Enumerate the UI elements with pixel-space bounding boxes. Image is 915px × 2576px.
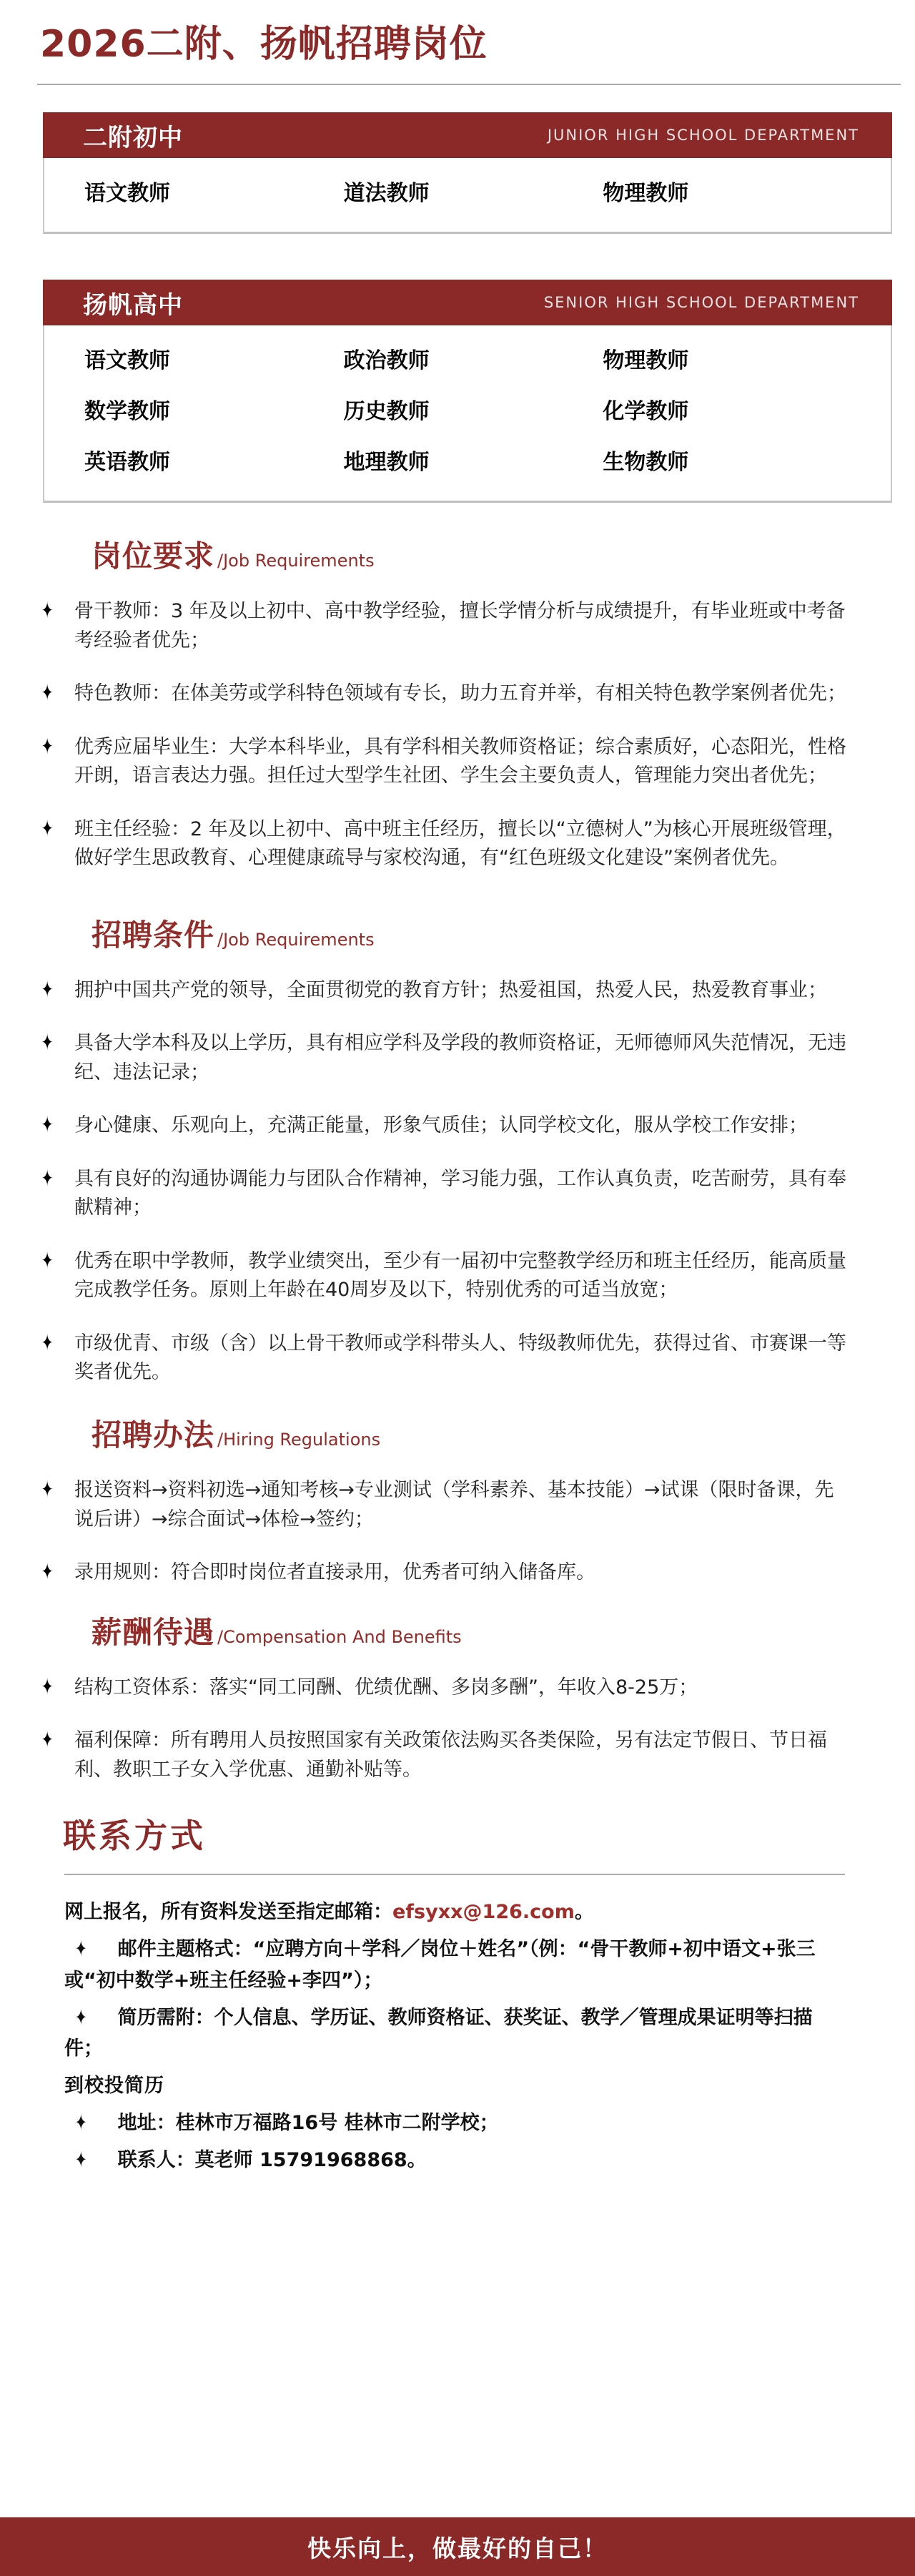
bullet-item [41,1029,849,1087]
dept-title-cn: 扬帆高中 [83,290,183,320]
bullet-text: 报送资料→资料初选→通知考核→专业测试（学科素养、基本技能）→试课（限时备课，先说后讲）→综合面试→体检→签约； [74,1479,834,1530]
dept-card-senior-body [43,325,892,503]
star-bullet-icon: ✦ [41,816,54,842]
contact-bullet [64,2002,847,2064]
section-heading-cn: 薪酬待遇 [92,1614,215,1650]
bullet-item [41,815,849,873]
section-heading-en: /Job Requirements [217,929,375,950]
bullet-list [41,597,849,873]
contact-bullet [64,2108,847,2138]
position-item: 化学教师 [603,399,689,424]
position-item: 历史教师 [343,399,430,424]
star-bullet-icon: ✦ [41,1248,54,1274]
bullet-item [41,1165,849,1223]
bullet-item [41,1329,849,1387]
star-bullet-icon: ✦ [41,1559,54,1586]
contact-bullet-text: 邮件主题格式：“应聘方向＋学科／岗位＋姓名”（例：“骨干教师+初中语文+张三或“初中数学+班主任经验+李四”）； [64,1938,816,1992]
star-bullet-icon: ✦ [41,1674,54,1700]
star-bullet-icon: ✦ [41,1166,54,1192]
position-item: 地理教师 [343,450,430,475]
bullet-item [41,1673,849,1703]
dept-title-cn: 二附初中 [83,123,183,152]
section-job-requirements [0,540,915,873]
bullet-text: 身心健康、乐观向上，充满正能量，形象气质佳；认同学校文化，服从学校工作安排； [74,1114,808,1137]
contact-bullet [64,2145,847,2176]
bullet-item [41,597,849,655]
position-item: 语文教师 [84,348,170,373]
section-hiring-conditions [0,919,915,1387]
dept-card-junior-header [43,112,892,158]
bullet-text: 骨干教师：3 年及以上初中、高中教学经验，擅长学情分析与成绩提升，有毕业班或中考备考经验者优先； [74,600,846,652]
section-heading [92,540,915,573]
dept-title-en: SENIOR HIGH SCHOOL DEPARTMENT [543,294,859,311]
star-bullet-icon: ✦ [41,1477,54,1503]
position-item: 英语教师 [84,450,170,475]
section-heading-cn: 岗位要求 [92,539,215,574]
star-bullet-icon: ✦ [41,977,54,1003]
footer-banner [0,2517,915,2576]
bullet-item [41,1726,849,1784]
bullet-text: 市级优青、市级（含）以上骨干教师或学科带头人、特级教师优先，获得过省、市赛课一等奖者优先。 [74,1332,846,1384]
star-bullet-icon: ✦ [41,734,54,759]
contact-address: 地址：桂林市万福路16号 桂林市二附学校； [117,2112,499,2135]
bullet-list [41,976,849,1387]
star-bullet-icon: ✦ [41,1330,54,1357]
star-bullet-icon: ✦ [75,2005,87,2031]
section-heading-cn: 招聘办法 [92,1417,215,1452]
star-bullet-icon: ✦ [75,1936,87,1962]
star-bullet-icon: ✦ [75,2148,87,2173]
bullet-list [41,1673,849,1785]
dept-card-senior [43,280,892,503]
bullet-text: 录用规则：符合即时岗位者直接录用，优秀者可纳入储备库。 [74,1561,595,1584]
dept-card-senior-header [43,280,892,325]
contact-divider [64,1874,845,1875]
bullet-text: 具备大学本科及以上学历，具有相应学科及学段的教师资格证，无师德师风失范情况，无违纪、违法记录； [74,1032,846,1083]
contact-heading: 联系方式 [63,1817,206,1856]
position-item: 政治教师 [343,348,430,373]
footer-slogan: 快乐向上，做最好的自己！ [307,2534,608,2562]
dept-card-junior [43,112,892,234]
star-bullet-icon: ✦ [75,2110,87,2136]
section-heading-cn: 招聘条件 [92,917,215,953]
bullet-item [41,1558,849,1588]
position-item: 生物教师 [603,450,689,475]
position-item: 道法教师 [343,181,430,206]
dept-title-en: JUNIOR HIGH SCHOOL DEPARTMENT [547,127,859,144]
contact-person-phone: 联系人：莫老师 15791968868。 [117,2149,427,2172]
bullet-text: 福利保障：所有聘用人员按照国家有关政策依法购买各类保险，另有法定节假日、节日福利、教职工子女入学优惠、通勤补贴等。 [74,1729,827,1781]
star-bullet-icon: ✦ [41,1727,54,1754]
bullet-item [41,1111,849,1141]
page-title: 2026二附、扬帆招聘岗位 [40,23,488,66]
section-hiring-process [0,1419,915,1588]
bullet-text: 优秀应届毕业生：大学本科毕业，具有学科相关教师资格证；综合素质好，心态阳光，性格开朗，语言表达力强。担任过大型学生社团、学生会主要负责人，管理能力突出者优先； [74,735,846,787]
contact-subheading: 到校投简历 [64,2075,164,2098]
position-item: 物理教师 [603,348,689,373]
section-compensation [0,1616,915,1785]
position-item: 语文教师 [84,181,170,206]
contact-bullet-text: 简历需附：个人信息、学历证、教师资格证、获奖证、教学／管理成果证明等扫描件； [64,2006,813,2060]
bullet-item [41,733,849,791]
star-bullet-icon: ✦ [41,1112,54,1139]
contact-body [64,1897,847,2176]
star-bullet-icon: ✦ [41,1030,54,1056]
star-bullet-icon: ✦ [41,598,54,624]
contact-bullet [64,1934,847,1995]
bullet-text: 结构工资体系：落实“同工同酬、优绩优酬、多岗多酬”，年收入8-25万； [74,1676,698,1699]
section-heading [92,919,915,952]
bullet-text: 优秀在职中学教师，教学业绩突出，至少有一届初中完整教学经历和班主任经历，能高质量完成教学任务。原则上年龄在40周岁及以下，特别优秀的可适当放宽； [74,1249,846,1302]
section-heading [92,1616,915,1649]
section-heading-en: /Compensation And Benefits [217,1626,462,1647]
bullet-list [41,1476,849,1588]
bullet-item [41,1476,849,1534]
bullet-item [41,1247,849,1305]
bullet-text: 具有良好的沟通协调能力与团队合作精神，学习能力强，工作认真负责，吃苦耐劳，具有奉献精神； [74,1167,846,1219]
section-heading-en: /Hiring Regulations [217,1429,381,1450]
top-divider [37,84,901,85]
section-heading-en: /Job Requirements [217,551,375,571]
bullet-item [41,679,849,709]
contact-intro [64,1897,847,1927]
contact-intro-text: 网上报名，所有资料发送至指定邮箱： [64,1901,392,1924]
bullet-text: 拥护中国共产党的领导，全面贯彻党的教育方针；热爱祖国，热爱人民，热爱教育事业； [74,978,827,1001]
star-bullet-icon: ✦ [41,680,54,707]
bullet-text: 特色教师：在体美劳或学科特色领域有专长，助力五育并举，有相关特色教学案例者优先； [74,682,846,705]
section-heading [92,1419,915,1452]
bullet-item [41,976,849,1006]
bullet-text: 班主任经验：2 年及以上初中、高中班主任经历，擅长以“立德树人”为核心开展班级管理，做好学生思政教育、心理健康疏导与家校沟通，有“红色班级文化建设”案例者优先。 [74,817,846,870]
position-item: 数学教师 [84,399,170,424]
email-address: efsyxx@126.com [392,1901,575,1924]
position-item: 物理教师 [603,181,689,206]
dept-card-junior-body [43,158,892,234]
contact-intro-period: 。 [574,1901,594,1924]
